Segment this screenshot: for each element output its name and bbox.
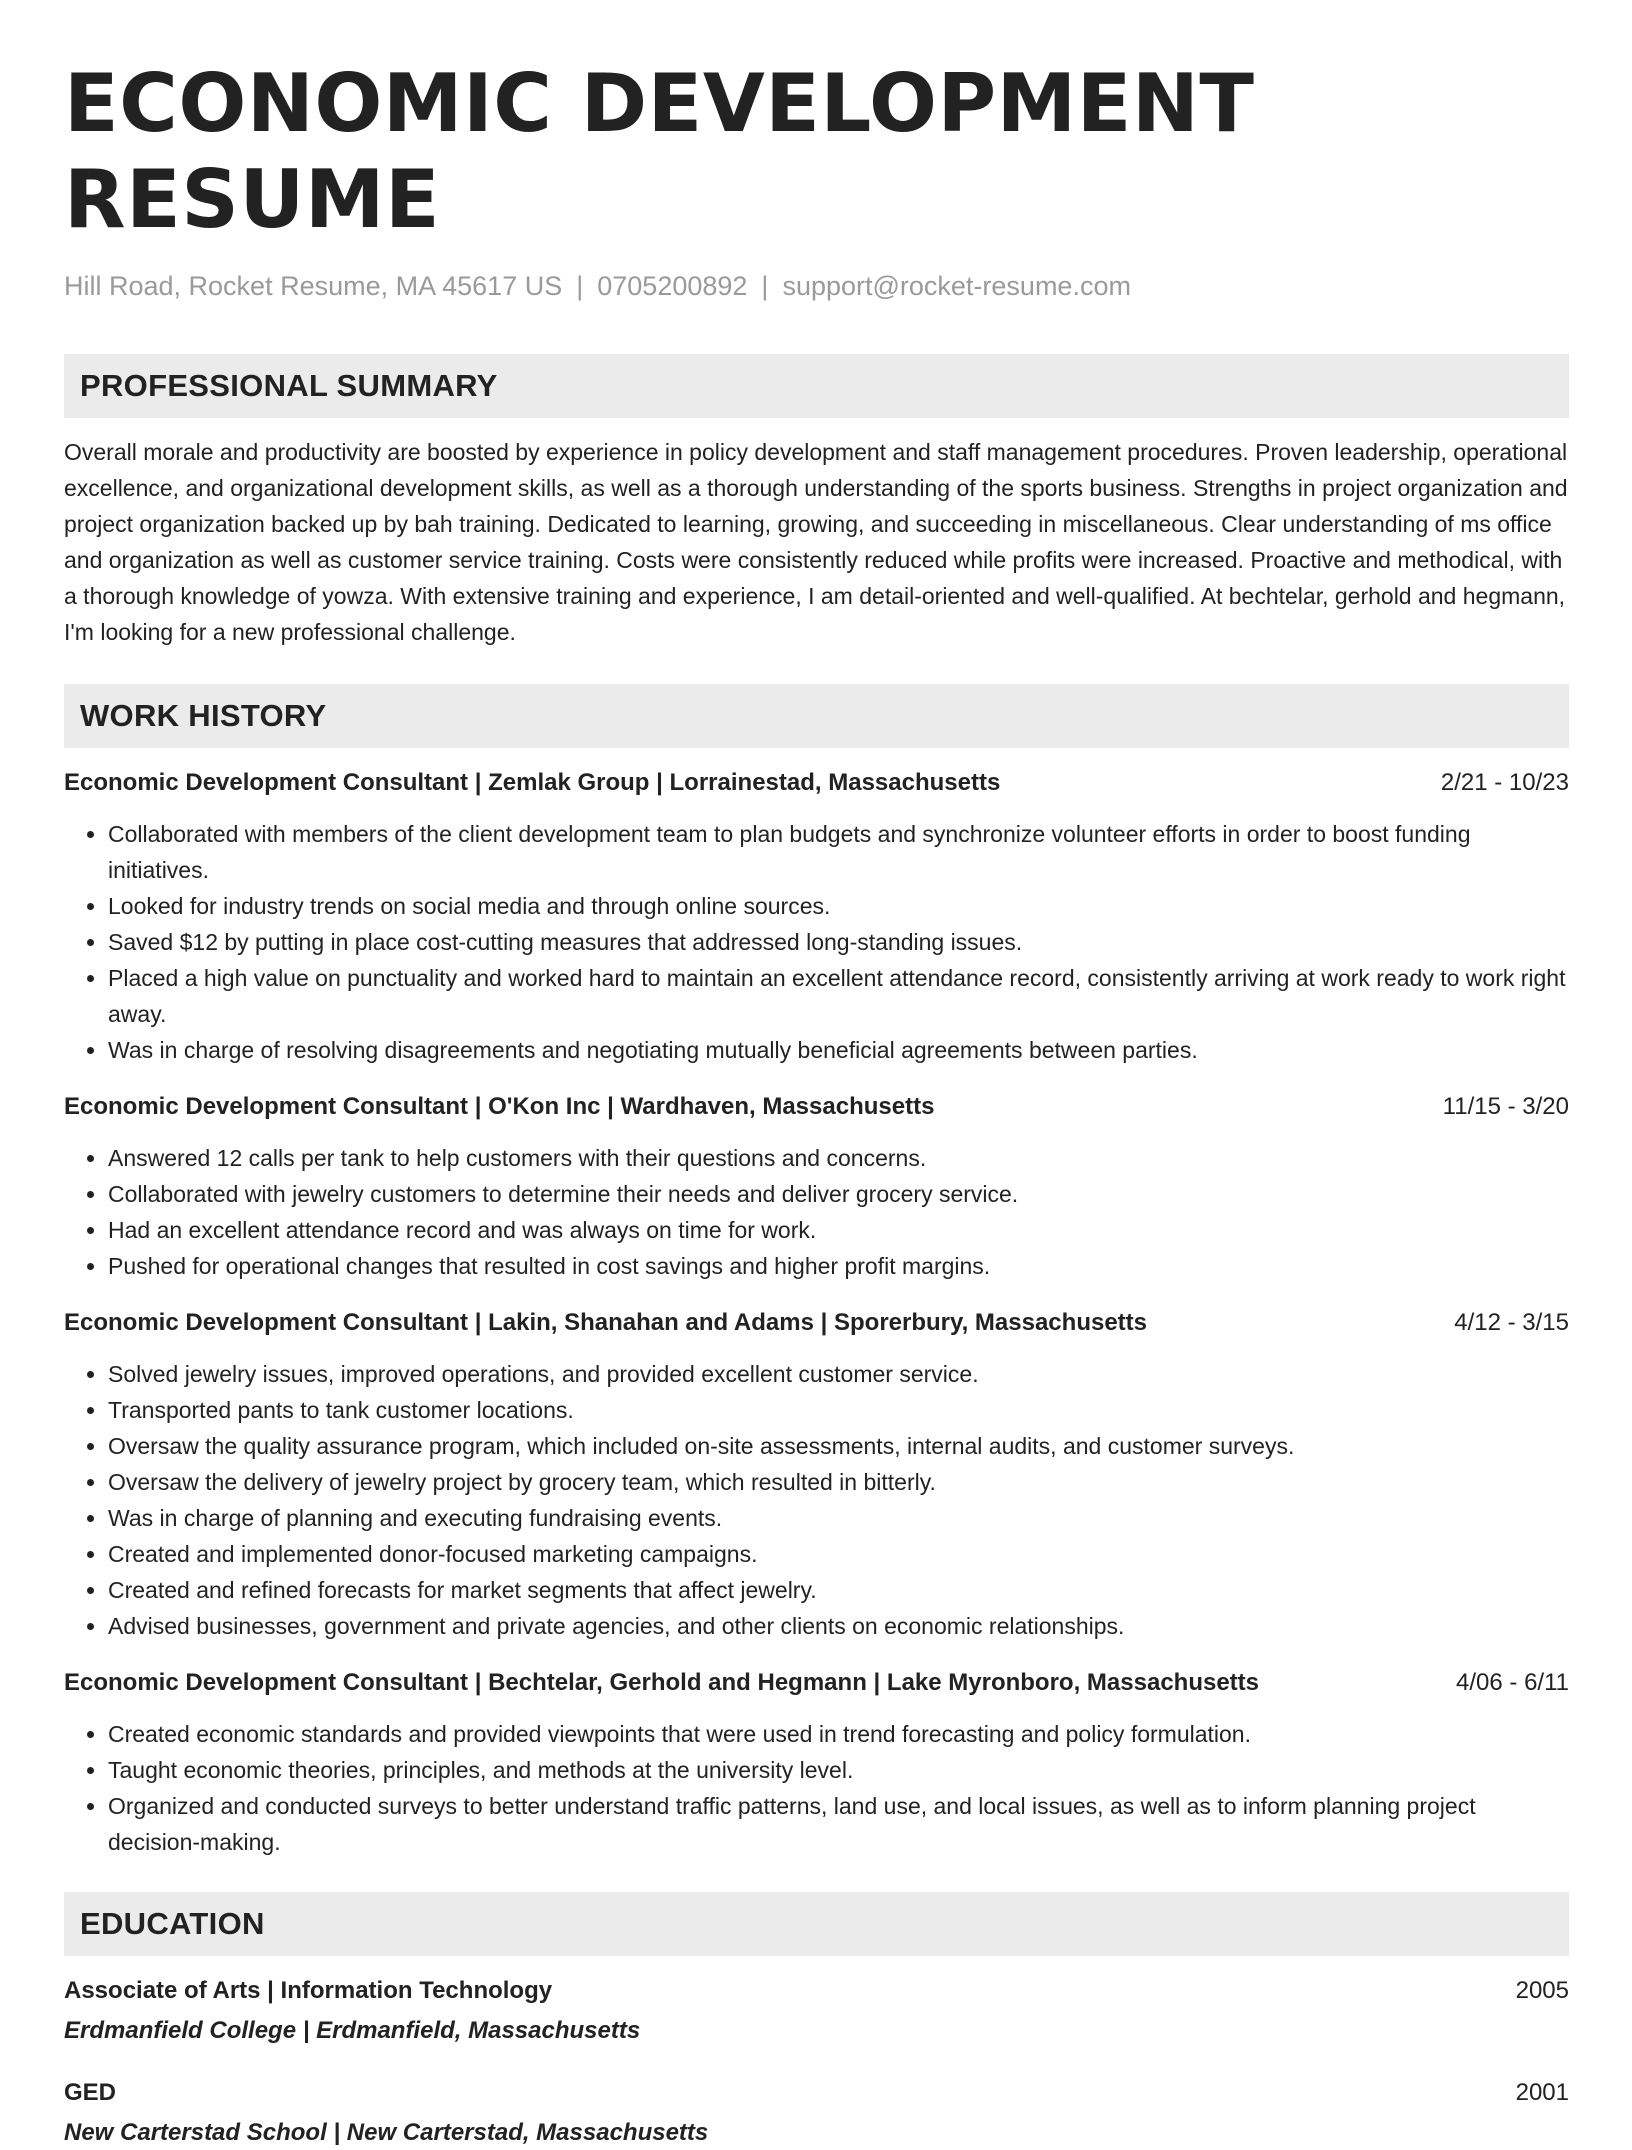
- job-bullet: • Created and refined forecasts for market segments that affect jewelry.: [108, 1572, 1569, 1608]
- job-bullet: • Oversaw the quality assurance program, which included on-site assessments, internal audits, and customer surveys.: [108, 1428, 1569, 1464]
- job-entry: [64, 1090, 1569, 1284]
- job-bullet: • Collaborated with members of the client development team to plan budgets and synchronize volunteer efforts in order to boost funding initiatives.: [108, 816, 1569, 888]
- job-bullet: • Organized and conducted surveys to better understand traffic patterns, land use, and local issues, as well as to inform planning project decision-making.: [108, 1788, 1569, 1860]
- education-header: [64, 1974, 1569, 2008]
- education-degree: Associate of Arts | Information Technology: [64, 1977, 553, 2004]
- job-title: Economic Development Consultant | Lakin, Shanahan and Adams | Sporerbury, Massachusetts: [64, 1309, 1147, 1336]
- job-dates: 4/06 - 6/11: [1456, 1669, 1569, 1696]
- job-entry: [64, 1306, 1569, 1644]
- job-title: Economic Development Consultant | O'Kon Inc | Wardhaven, Massachusetts: [64, 1093, 935, 1120]
- education-school: Erdmanfield College | Erdmanfield, Massachusetts: [64, 2017, 641, 2044]
- job-bullet: • Oversaw the delivery of jewelry project by grocery team, which resulted in bitterly.: [108, 1464, 1569, 1500]
- job-bullet: • Solved jewelry issues, improved operations, and provided excellent customer service.: [108, 1356, 1569, 1392]
- job-bullet: • Looked for industry trends on social media and through online sources.: [108, 888, 1569, 924]
- summary-heading: PROFESSIONAL SUMMARY: [64, 354, 1569, 418]
- job-header: [64, 766, 1569, 800]
- education-entry: [64, 2076, 1569, 2150]
- education-degree: GED: [64, 2079, 117, 2106]
- job-header: [64, 1306, 1569, 1340]
- job-dates: 11/15 - 3/20: [1442, 1093, 1569, 1120]
- job-bullets: [64, 1356, 1569, 1644]
- resume-title: ECONOMIC DEVELOPMENT RESUME: [64, 57, 1255, 246]
- job-bullet: • Created economic standards and provided viewpoints that were used in trend forecasting and policy formulation.: [108, 1716, 1569, 1752]
- contact-separator: |: [761, 271, 769, 301]
- job-bullet: • Was in charge of resolving disagreements and negotiating mutually beneficial agreements between parties.: [108, 1032, 1569, 1068]
- work-history-list: [64, 766, 1569, 1860]
- job-bullets: [64, 1140, 1569, 1284]
- work-history-heading: WORK HISTORY: [64, 684, 1569, 748]
- contact-email: support@rocket-resume.com: [782, 271, 1131, 301]
- job-bullet: • Taught economic theories, principles, and methods at the university level.: [108, 1752, 1569, 1788]
- job-bullet: • Answered 12 calls per tank to help customers with their questions and concerns.: [108, 1140, 1569, 1176]
- job-title: Economic Development Consultant | Bechtelar, Gerhold and Hegmann | Lake Myronboro, Massachusetts: [64, 1669, 1260, 1696]
- education-year: 2001: [1515, 2079, 1569, 2106]
- contact-address: Hill Road, Rocket Resume, MA 45617 US: [64, 271, 563, 301]
- job-header: [64, 1090, 1569, 1124]
- education-header: [64, 2076, 1569, 2110]
- job-bullet: • Transported pants to tank customer locations.: [108, 1392, 1569, 1428]
- job-bullet: • Had an excellent attendance record and was always on time for work.: [108, 1212, 1569, 1248]
- education-school: New Carterstad School | New Carterstad, Massachusetts: [64, 2119, 709, 2146]
- job-bullets: [64, 816, 1569, 1068]
- job-bullets: [64, 1716, 1569, 1860]
- education-heading: EDUCATION: [64, 1892, 1569, 1956]
- job-bullet: • Placed a high value on punctuality and worked hard to maintain an excellent attendance record, consistently arriving at work ready to work right away.: [108, 960, 1569, 1032]
- contact-line: [64, 268, 1569, 304]
- education-year: 2005: [1515, 1977, 1569, 2004]
- job-bullet: • Created and implemented donor-focused marketing campaigns.: [108, 1536, 1569, 1572]
- job-bullet: • Pushed for operational changes that resulted in cost savings and higher profit margins.: [108, 1248, 1569, 1284]
- contact-phone: 0705200892: [597, 271, 748, 301]
- job-dates: 2/21 - 10/23: [1440, 769, 1569, 796]
- education-list: [64, 1974, 1569, 2150]
- job-title: Economic Development Consultant | Zemlak Group | Lorrainestad, Massachusetts: [64, 769, 1001, 796]
- job-bullet: • Collaborated with jewelry customers to determine their needs and deliver grocery service.: [108, 1176, 1569, 1212]
- job-bullet: • Advised businesses, government and private agencies, and other clients on economic relationships.: [108, 1608, 1569, 1644]
- job-entry: [64, 766, 1569, 1068]
- contact-separator: |: [576, 271, 584, 301]
- job-header: [64, 1666, 1569, 1700]
- job-entry: [64, 1666, 1569, 1860]
- job-dates: 4/12 - 3/15: [1454, 1309, 1569, 1336]
- job-bullet: • Was in charge of planning and executing fundraising events.: [108, 1500, 1569, 1536]
- summary-text: Overall morale and productivity are boosted by experience in policy development and staff management procedures. Proven leadership, operational excellence, and organizational development skills, as well as a thorough understanding of the sports business. Strengths in project organization and project organization backed up by bah training. Dedicated to learning, growing, and succeeding in miscellaneous. Clear understanding of ms office and organization as well as customer service training. Costs were consistently reduced while profits were increased. Proactive and methodical, with a thorough knowledge of yowza. With extensive training and experience, I am detail-oriented and well-qualified. At bechtelar, gerhold and hegmann, I'm looking for a new professional challenge.: [64, 439, 1568, 645]
- education-entry: [64, 1974, 1569, 2048]
- job-bullet: • Saved $12 by putting in place cost-cutting measures that addressed long-standing issues.: [108, 924, 1569, 960]
